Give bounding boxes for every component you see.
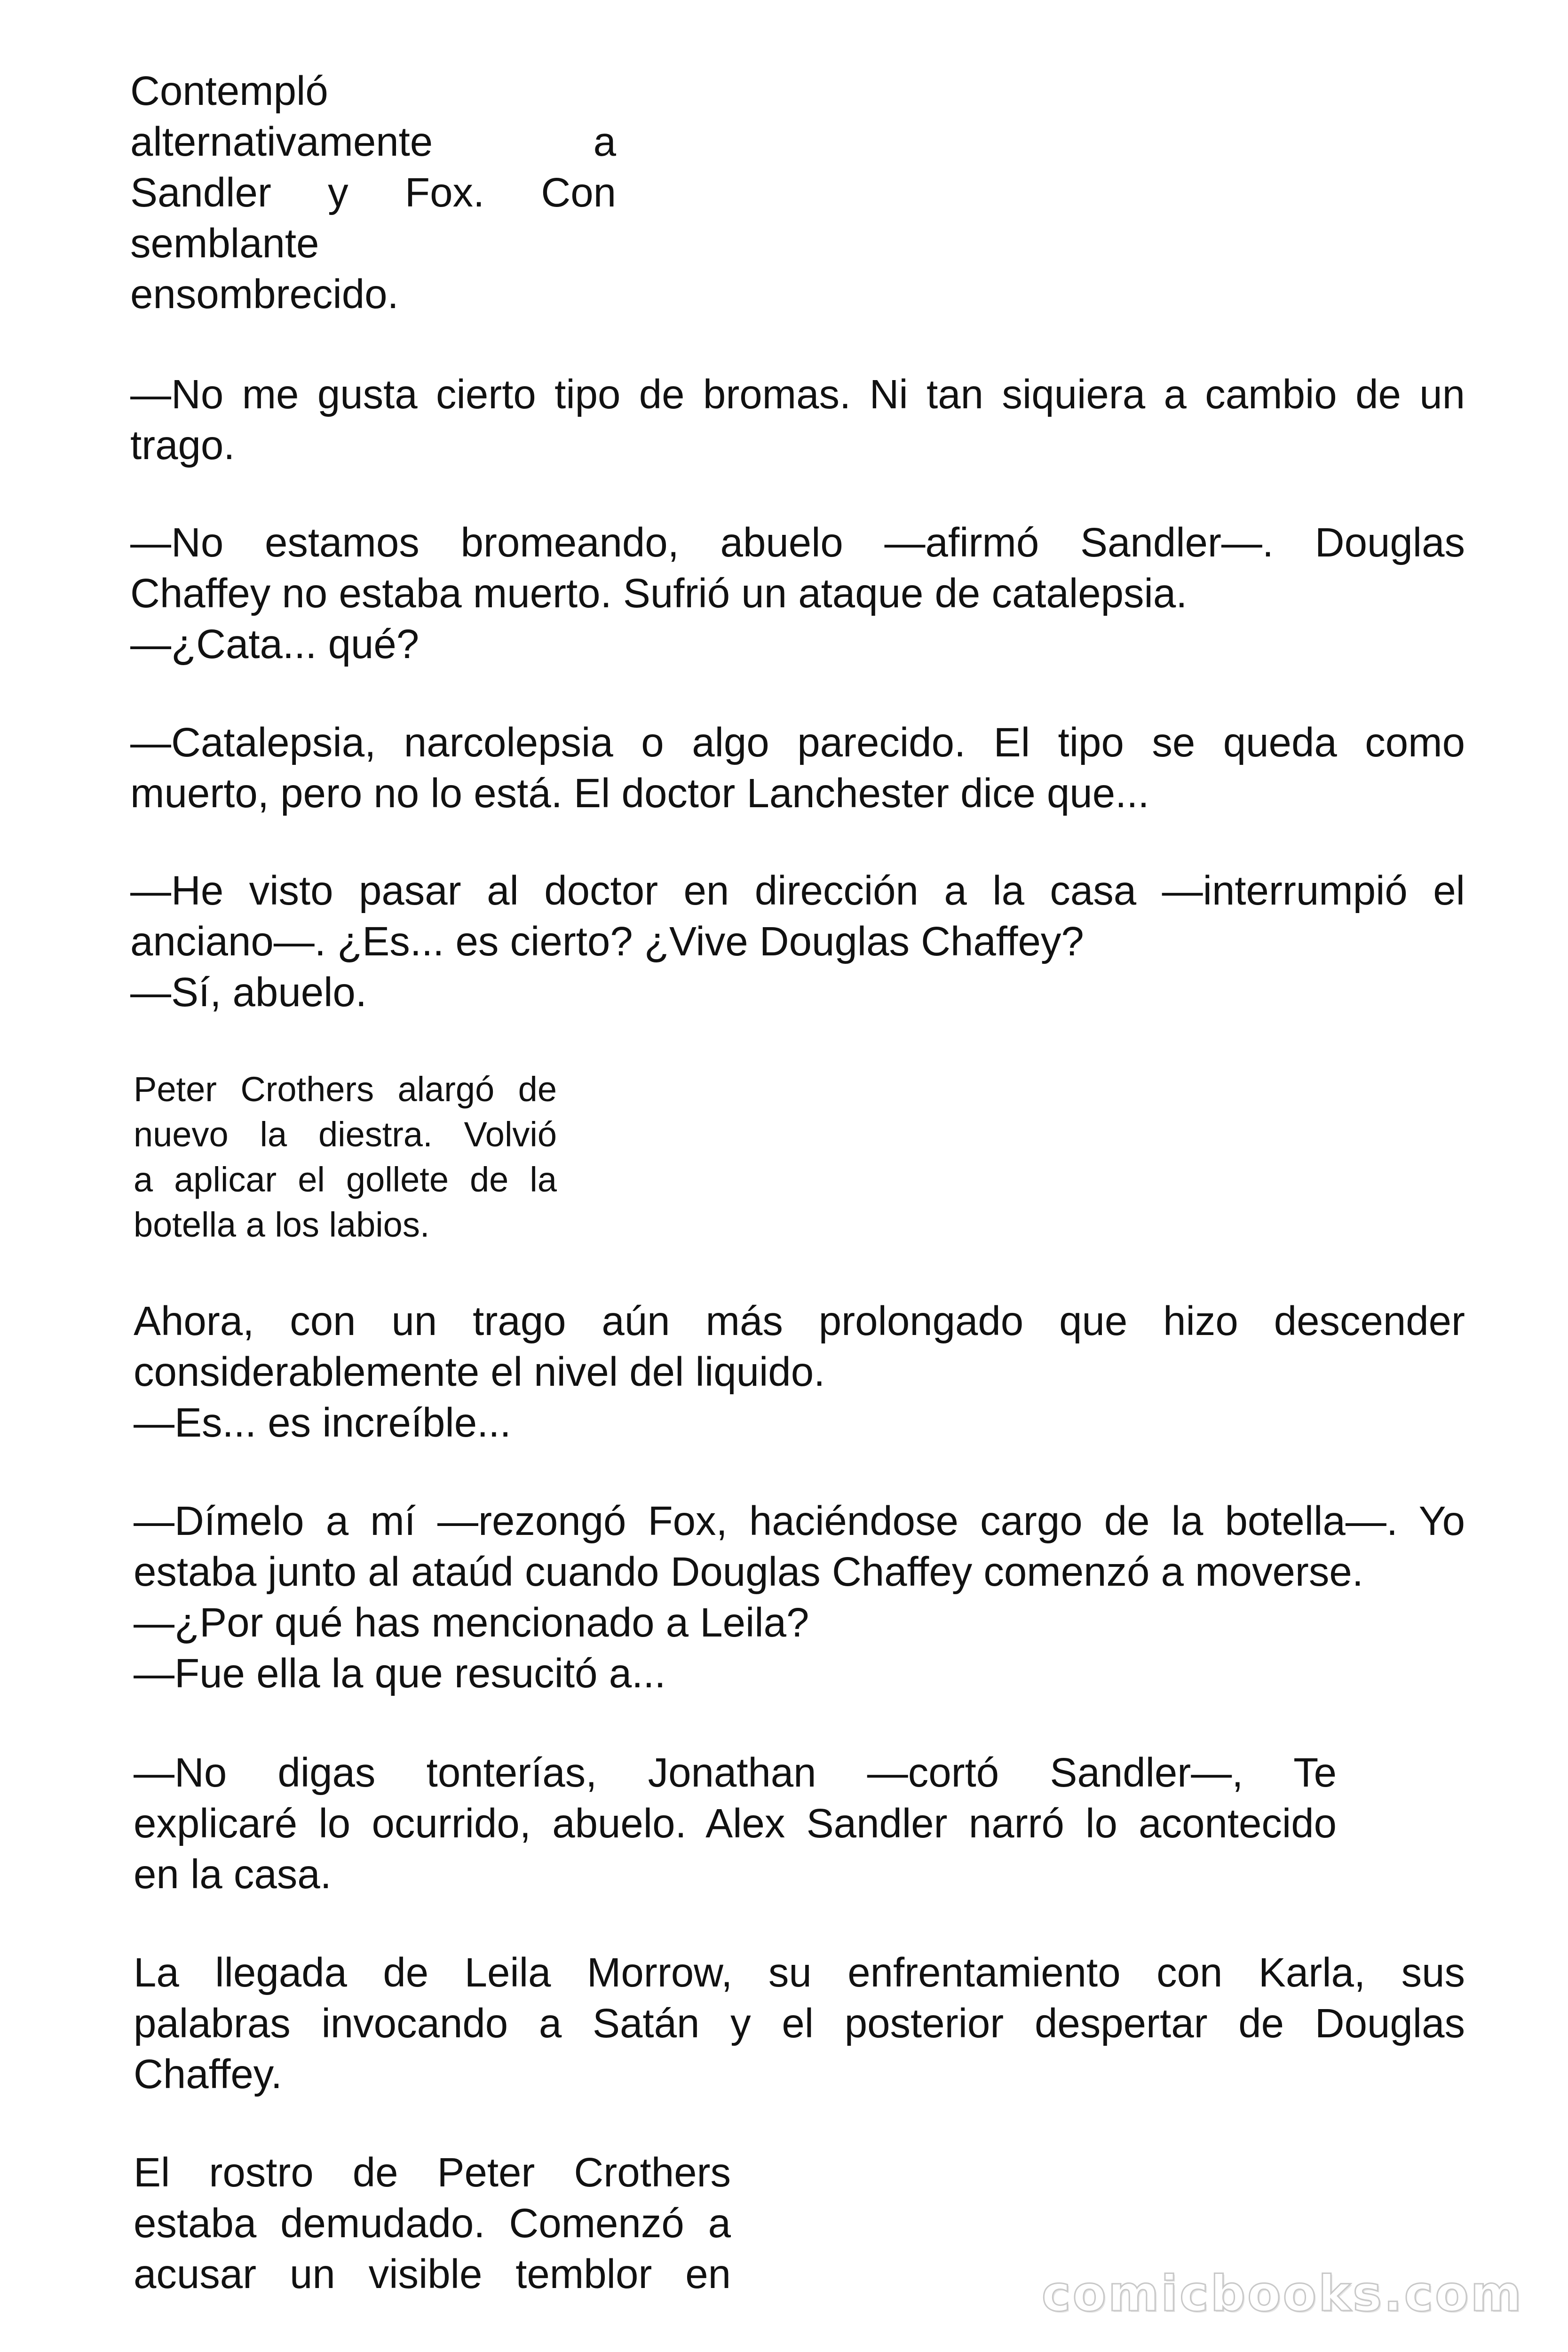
text-line: ensombrecido. (130, 271, 399, 317)
text-line: —Catalepsia, narcolepsia o algo parecido. El tipo se queda como (130, 720, 1465, 765)
text-line: —¿Por qué has mencionado a Leila? (134, 1600, 809, 1645)
text-line: —Sí, abuelo. (130, 969, 367, 1015)
text-line: palabras invocando a Satán y el posterior despertar de Douglas (134, 2001, 1465, 2046)
paragraph-5 (130, 866, 1465, 1018)
text-line: explicaré lo ocurrido, abuelo. Alex Sandler narró lo acontecido (134, 1801, 1337, 1846)
paragraph-4 (130, 717, 1465, 819)
text-line: semblante (130, 221, 319, 266)
paragraph-2 (130, 369, 1465, 471)
text-line: considerablemente el nivel del liquido. (134, 1349, 825, 1395)
paragraph-3 (130, 517, 1465, 670)
paragraph-10 (134, 1947, 1465, 2100)
text-line: Sandler y Fox. Con (130, 170, 616, 215)
text-line: —He visto pasar al doctor en dirección a la casa —interrumpió el (130, 868, 1465, 914)
text-line: botella a los labios. (134, 1205, 430, 1244)
text-line: Contempló (130, 68, 328, 114)
paragraph-9 (134, 1748, 1337, 1900)
text-line: Peter Crothers alargó de (134, 1070, 557, 1109)
text-line: nuevo la diestra. Volvió (134, 1115, 557, 1154)
text-line: trago. (130, 422, 235, 468)
text-line: Ahora, con un trago aún más prolongado que hizo descender (134, 1298, 1465, 1344)
paragraph-6 (134, 1067, 557, 1248)
text-line: —¿Cata... qué? (130, 621, 420, 667)
paragraph-8 (134, 1496, 1465, 1699)
text-line: Chaffey no estaba muerto. Sufrió un ataque de catalepsia. (130, 571, 1188, 616)
text-line: —No digas tonterías, Jonathan —cortó Sandler—, Te (134, 1750, 1337, 1796)
text-line: —Dímelo a mí —rezongó Fox, haciéndose cargo de la botella—. Yo (134, 1498, 1465, 1544)
text-line: —Fue ella la que resucitó a... (134, 1651, 666, 1696)
text-line: alternativamente a (130, 119, 616, 165)
text-line: —No me gusta cierto tipo de bromas. Ni tan siquiera a cambio de un (130, 372, 1465, 417)
text-line: muerto, pero no lo está. El doctor Lanchester dice que... (130, 771, 1149, 816)
text-line: estaba junto al ataúd cuando Douglas Chaffey comenzó a moverse. (134, 1549, 1363, 1595)
text-line: La llegada de Leila Morrow, su enfrentamiento con Karla, sus (134, 1950, 1465, 1995)
text-line: El rostro de Peter Crothers (134, 2150, 731, 2195)
text-line: a aplicar el gollete de la (134, 1160, 557, 1199)
paragraph-7 (134, 1296, 1465, 1448)
text-line: Chaffey. (134, 2051, 282, 2097)
text-line: anciano—. ¿Es... es cierto? ¿Vive Douglas Chaffey? (130, 919, 1084, 964)
text-line: —No estamos bromeando, abuelo —afirmó Sandler—. Douglas (130, 520, 1465, 565)
text-line: en la casa. (134, 1851, 332, 1897)
paragraph-1 (130, 66, 616, 320)
paragraph-11 (134, 2147, 731, 2300)
watermark: comicbooks.com (1041, 2265, 1523, 2322)
text-line: —Es... es increíble... (134, 1400, 511, 1446)
text-line: estaba demudado. Comenzó a (134, 2201, 731, 2246)
text-line: acusar un visible temblor en (134, 2251, 731, 2297)
